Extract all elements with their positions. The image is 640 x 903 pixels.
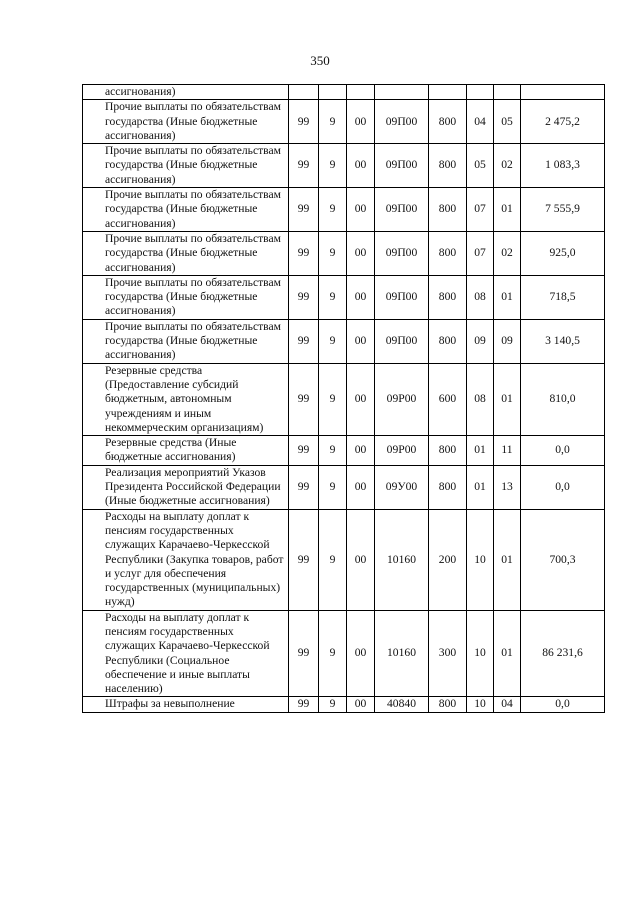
- target-code-cell: 09П00: [375, 319, 429, 363]
- table-row: [83, 697, 605, 712]
- target-code-cell: 09У00: [375, 465, 429, 509]
- direction-code-cell: 00: [347, 188, 375, 232]
- section-cell: 04: [467, 100, 494, 144]
- amount-cell: 718,5: [521, 275, 605, 319]
- target-code-cell: 09П00: [375, 188, 429, 232]
- expense-type-cell: 800: [429, 697, 467, 712]
- amount-cell: 3 140,5: [521, 319, 605, 363]
- direction-code-cell: [347, 85, 375, 100]
- target-code-cell: 40840: [375, 697, 429, 712]
- amount-cell: 700,3: [521, 509, 605, 610]
- target-code-cell: 09П00: [375, 231, 429, 275]
- amount-cell: 0,0: [521, 697, 605, 712]
- amount-cell: [521, 85, 605, 100]
- section-cell: [467, 85, 494, 100]
- table-row: [83, 275, 605, 319]
- direction-code-cell: 00: [347, 436, 375, 466]
- subprogram-code-cell: 9: [319, 509, 347, 610]
- subprogram-code-cell: 9: [319, 144, 347, 188]
- subsection-cell: 01: [494, 610, 521, 697]
- amount-cell: 925,0: [521, 231, 605, 275]
- program-code-cell: 99: [289, 509, 319, 610]
- table-row: [83, 509, 605, 610]
- program-code-cell: 99: [289, 231, 319, 275]
- subprogram-code-cell: 9: [319, 465, 347, 509]
- program-code-cell: 99: [289, 436, 319, 466]
- table-row: [83, 465, 605, 509]
- program-code-cell: 99: [289, 697, 319, 712]
- subsection-cell: 02: [494, 144, 521, 188]
- direction-code-cell: 00: [347, 231, 375, 275]
- amount-cell: 0,0: [521, 436, 605, 466]
- expense-name-cell: Расходы на выплату доплат к пенсиям государственных служащих Карачаево-Черкесской Республики (Закупка товаров, работ и услуг для обеспечения государственных (муниципальных) нужд): [83, 509, 289, 610]
- target-code-cell: 09Р00: [375, 363, 429, 435]
- subsection-cell: 01: [494, 188, 521, 232]
- table-row: [83, 231, 605, 275]
- subprogram-code-cell: 9: [319, 363, 347, 435]
- direction-code-cell: 00: [347, 465, 375, 509]
- section-cell: 01: [467, 465, 494, 509]
- direction-code-cell: 00: [347, 363, 375, 435]
- budget-table-body: [83, 85, 605, 713]
- subprogram-code-cell: 9: [319, 188, 347, 232]
- amount-cell: 810,0: [521, 363, 605, 435]
- subsection-cell: 13: [494, 465, 521, 509]
- program-code-cell: 99: [289, 465, 319, 509]
- target-code-cell: 09П00: [375, 144, 429, 188]
- subprogram-code-cell: 9: [319, 231, 347, 275]
- subprogram-code-cell: 9: [319, 610, 347, 697]
- amount-cell: 2 475,2: [521, 100, 605, 144]
- subsection-cell: 01: [494, 363, 521, 435]
- target-code-cell: 09П00: [375, 100, 429, 144]
- table-row: [83, 436, 605, 466]
- table-row: [83, 188, 605, 232]
- target-code-cell: 10160: [375, 610, 429, 697]
- expense-type-cell: 800: [429, 188, 467, 232]
- expense-name-cell: Прочие выплаты по обязательствам государства (Иные бюджетные ассигнования): [83, 319, 289, 363]
- section-cell: 07: [467, 188, 494, 232]
- subsection-cell: [494, 85, 521, 100]
- subsection-cell: 09: [494, 319, 521, 363]
- subsection-cell: 01: [494, 275, 521, 319]
- page-number: 350: [310, 53, 330, 68]
- direction-code-cell: 00: [347, 697, 375, 712]
- expense-type-cell: 800: [429, 144, 467, 188]
- table-row: [83, 610, 605, 697]
- program-code-cell: 99: [289, 275, 319, 319]
- program-code-cell: [289, 85, 319, 100]
- expense-name-cell: Прочие выплаты по обязательствам государства (Иные бюджетные ассигнования): [83, 144, 289, 188]
- direction-code-cell: 00: [347, 100, 375, 144]
- program-code-cell: 99: [289, 144, 319, 188]
- expense-name-cell: Расходы на выплату доплат к пенсиям государственных служащих Карачаево-Черкесской Республики (Социальное обеспечение и иные выплаты населению): [83, 610, 289, 697]
- section-cell: 05: [467, 144, 494, 188]
- program-code-cell: 99: [289, 188, 319, 232]
- budget-table: [82, 84, 605, 713]
- subsection-cell: 05: [494, 100, 521, 144]
- direction-code-cell: 00: [347, 144, 375, 188]
- subprogram-code-cell: [319, 85, 347, 100]
- expense-name-cell: Резервные средства (Иные бюджетные ассигнования): [83, 436, 289, 466]
- program-code-cell: 99: [289, 100, 319, 144]
- table-row: [83, 144, 605, 188]
- expense-name-cell: Реализация мероприятий Указов Президента Российской Федерации (Иные бюджетные ассигнования): [83, 465, 289, 509]
- program-code-cell: 99: [289, 319, 319, 363]
- amount-cell: 0,0: [521, 465, 605, 509]
- program-code-cell: 99: [289, 363, 319, 435]
- section-cell: 08: [467, 363, 494, 435]
- subsection-cell: 01: [494, 509, 521, 610]
- expense-type-cell: 800: [429, 465, 467, 509]
- subprogram-code-cell: 9: [319, 275, 347, 319]
- expense-type-cell: 800: [429, 231, 467, 275]
- expense-name-cell: Штрафы за невыполнение: [83, 697, 289, 712]
- subsection-cell: 02: [494, 231, 521, 275]
- table-row: [83, 363, 605, 435]
- expense-type-cell: [429, 85, 467, 100]
- amount-cell: 86 231,6: [521, 610, 605, 697]
- expense-name-cell: Прочие выплаты по обязательствам государства (Иные бюджетные ассигнования): [83, 231, 289, 275]
- subprogram-code-cell: 9: [319, 436, 347, 466]
- expense-type-cell: 200: [429, 509, 467, 610]
- expense-type-cell: 800: [429, 275, 467, 319]
- expense-name-cell: ассигнования): [83, 85, 289, 100]
- subsection-cell: 11: [494, 436, 521, 466]
- section-cell: 10: [467, 509, 494, 610]
- expense-name-cell: Прочие выплаты по обязательствам государства (Иные бюджетные ассигнования): [83, 275, 289, 319]
- expense-name-cell: Прочие выплаты по обязательствам государства (Иные бюджетные ассигнования): [83, 100, 289, 144]
- section-cell: 10: [467, 610, 494, 697]
- section-cell: 10: [467, 697, 494, 712]
- expense-type-cell: 300: [429, 610, 467, 697]
- expense-type-cell: 600: [429, 363, 467, 435]
- expense-type-cell: 800: [429, 319, 467, 363]
- section-cell: 07: [467, 231, 494, 275]
- table-row: [83, 85, 605, 100]
- subprogram-code-cell: 9: [319, 697, 347, 712]
- amount-cell: 1 083,3: [521, 144, 605, 188]
- expense-name-cell: Резервные средства (Предоставление субсидий бюджетным, автономным учреждениям и иным некоммерческим организациям): [83, 363, 289, 435]
- target-code-cell: 09П00: [375, 275, 429, 319]
- section-cell: 09: [467, 319, 494, 363]
- section-cell: 01: [467, 436, 494, 466]
- target-code-cell: [375, 85, 429, 100]
- program-code-cell: 99: [289, 610, 319, 697]
- direction-code-cell: 00: [347, 319, 375, 363]
- target-code-cell: 10160: [375, 509, 429, 610]
- direction-code-cell: 00: [347, 509, 375, 610]
- table-row: [83, 319, 605, 363]
- subprogram-code-cell: 9: [319, 319, 347, 363]
- amount-cell: 7 555,9: [521, 188, 605, 232]
- expense-name-cell: Прочие выплаты по обязательствам государства (Иные бюджетные ассигнования): [83, 188, 289, 232]
- direction-code-cell: 00: [347, 275, 375, 319]
- table-row: [83, 100, 605, 144]
- expense-type-cell: 800: [429, 436, 467, 466]
- direction-code-cell: 00: [347, 610, 375, 697]
- section-cell: 08: [467, 275, 494, 319]
- target-code-cell: 09Р00: [375, 436, 429, 466]
- expense-type-cell: 800: [429, 100, 467, 144]
- subsection-cell: 04: [494, 697, 521, 712]
- subprogram-code-cell: 9: [319, 100, 347, 144]
